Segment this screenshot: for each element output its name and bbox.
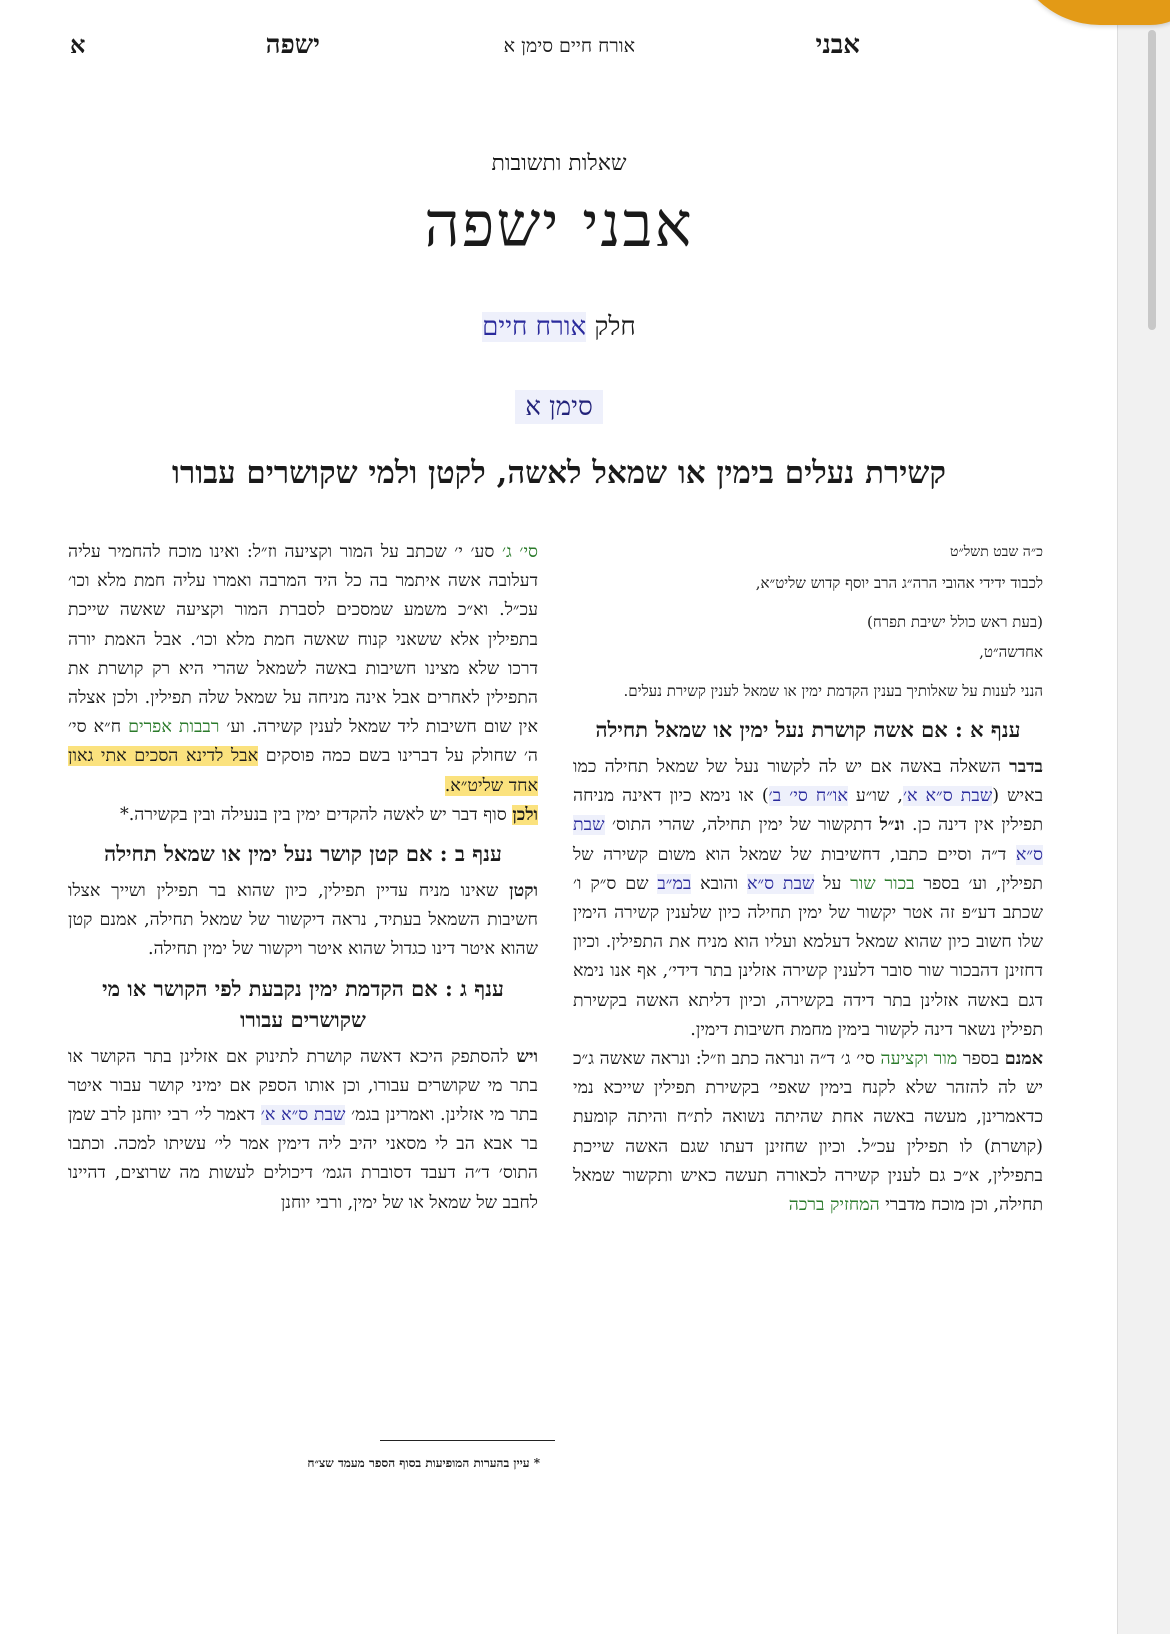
source-link[interactable]: מור וקציעה [880,1049,958,1070]
text-span: סע׳ י׳ שכתב על המור וקציעה וז״ל: ואינו מוכח להחמיר עליה דעלובה אשה איתמר בה כל היד המרבה ואמרו עליה חמת מלא וכו׳ עכ״ל. וא״כ משמע שמסכים לסברת המור וקציעה שאשה שייכת בתפילין אלא ששאני קנוח שאשה חמת מלא וכו׳. אבל האמת יורה דרכו שלא מצינו חשיבות באשה לשמאל שהרי היא רק קושרת את התפילין לאחרים אבל אינה מניחה על שמאל שלה תפילין. ולכן אצלה אין שום חשיבות ליד שמאל לענין קשירה. וע׳ [68,542,539,738]
running-head [60,30,860,66]
scrollbar[interactable] [1117,0,1170,1634]
text-span: ענף ג : אם הקדמת ימין נקבעת לפי הקושר או מי שקושרים עבורו [102,975,504,1032]
source-link[interactable]: שבת ס״א [746,873,815,894]
paragraph [573,677,1043,706]
title-block [0,150,1118,262]
section-heading [68,838,538,869]
text-span: בספר [957,1049,1005,1070]
paragraph [68,1043,538,1218]
running-head-title: ישפה [265,30,320,60]
footnote: * עיין בהערות המופיעות בסוף הספר מעמד שצ״ח [307,1456,540,1470]
text-span: והובא [691,873,747,894]
book-subtitle: שאלות ותשובות [491,151,627,176]
paragraph [573,608,1043,637]
source-link[interactable]: המחזיק ברכה [788,1195,880,1216]
paragraph [573,569,1043,598]
text-span: אמנם [1004,1049,1043,1070]
running-head-center: אורח חיים סימן א [503,35,635,57]
text-span: הנני לענות על שאלותיך בענין הקדמת ימין או שמאל לענין קשירת נעלים. [623,681,1043,700]
text-span: השאלה באשה אם יש לה לקשור נעל של שמאל תחילה כמו באיש ( [573,757,1044,807]
text-span: להסתפק היכא דאשה קושרת לתינוק אם אזלינן בתר הקושר או בתר מי שקושרים עבורו, וכן אותו הספק אם ימיני קושר עבור איטר בתר מי אזלינן. ואמרינן בגמ׳ [68,1046,538,1126]
text-span: ח״א סי׳ ה׳ שחולק על דברינו בשם כמה פוסקים [68,717,538,767]
subject-heading: קשירת נעלים בימין או שמאל לאשה, לקטן ולמי שקושרים עבורו [172,455,946,491]
spacer [573,667,1043,677]
source-link[interactable]: או״ח סי׳ ב׳ [768,786,848,807]
source-link[interactable]: רבבות אפרים [128,717,220,738]
text-span: סי׳ ג׳ ד״ה ונראה כתב וז״ל: ונראה שאשה ג״כ יש לה להזהר שלא לקנח בימין שאפי׳ בקשירת תפילין שייכא נמי כדאמרינן, מעשה באשה אחת שהיתה נשואה לת״ח והיתה קומעת (קושרת) לו תפילין עכ״ל. וכיון שחזינן דעתו שגם האשה שייכת בתפילין, א״כ גם לענין קשירה לכאורה תעשה כאיש ותקשור שמאל תחילה, וכן מוכח מדברי [573,1049,1043,1216]
text-span: ד״ה וסיים כתבו, דחשיבות של שמאל הוא משום קשירה של תפילין, וע׳ בספר [573,844,1043,894]
text-span: ענף א : אם אשה קושרת נעל ימין או שמאל תחילה [595,717,1021,743]
source-link[interactable]: במ״ב [657,873,692,894]
source-link[interactable]: סי׳ ג׳ [501,542,538,562]
text-span: דתקשור של ימין תחילה, שהרי התוס׳ [604,815,880,836]
text-span: אחדשה״ט, [979,642,1043,661]
paragraph [573,753,1043,1045]
part-name-link[interactable]: אורח חיים [482,312,587,342]
text-span: לכבוד ידידי אהובי הרה״ג הרב יוסף קדוש שליט״א, [755,574,1043,593]
text-span: (בעת ראש כולל ישיבת תפרח) [867,613,1043,632]
spacer [573,598,1043,608]
paragraph [573,638,1043,667]
text-span: שם ס״ק ו׳ שכתב דע״פ זה אטר יקשור של ימין תחילה כיון שלענין קשירה הימין שלו חשוב כיון שהוא שמאל דעלמא ועליו הוא מניח את התפילין. וכיון דחזינן דהבכור שור סובר דלענין קשירה אזלינן בתר דידי׳, אף אנו נימא דגם באשה אזלינן בתר דידה בקשירה, וכיון דליתא האשה בקשירת תפילין נשאר דינה לקשור בימין מחמת חשיבות דימין. [573,873,1043,1040]
paragraph [68,801,538,830]
text-span: כ״ה שבט תשל״ט [949,544,1043,560]
siman-link[interactable]: סימן א [515,390,603,424]
left-column [68,538,538,1218]
siman-heading [0,392,1118,422]
text-span: סוף דבר יש לאשה להקדים ימין בין בנעילה ובין בקשירה.* [119,804,513,825]
text-span: שאינו מניח עדיין תפילין, כיון שהוא בר תפילין ושייך אצלו חשיבות השמאל בעתיד, נראה דיקשור של שמאל תחילה, אמנם קטן שהוא איטר דינו כגדול שהוא איטר ויקשור של ימין תחילה. [68,881,538,960]
text-span: ונ״ל [879,815,905,836]
part-prefix: חלק [586,312,636,342]
section-heading [573,714,1043,745]
source-link[interactable]: שבת ס״א א׳ [260,1105,346,1126]
text-span: על [814,873,851,894]
text-span: , שו״ע [847,786,903,807]
highlighted-text: אבל לדינא הסכים אתי גאון אחד שליט״א. [68,746,538,796]
right-column [573,538,1043,1220]
page-number: א [70,30,86,59]
text-span: ) או נימא כיון דאינה מניחה תפילין אין דינה כן. [573,786,1043,836]
text-span: ענף ב : אם קטן קושר נעל ימין או שמאל תחילה [104,841,502,867]
highlighted-text: ולכן [512,804,538,825]
paragraph [573,538,1043,567]
section-heading [68,973,538,1035]
text-span: בדבר [1009,757,1043,778]
source-link[interactable]: שבת ס״א א׳ [902,786,993,807]
scrollbar-thumb[interactable] [1148,30,1156,330]
paragraph [573,1045,1043,1220]
part-heading [0,312,1118,342]
book-title: אבני ישפה [424,188,694,261]
running-head-right: אבני [815,30,860,60]
text-span: וקטן [509,881,538,902]
text-span: דאמר לי׳ רבי יוחנן לרב שמן בר אבא הב לי מסאני יהיב ליה דימין אמר לי׳ עשיתו למכה. וכתבו התוס׳ ד״ה דעבד דסוברת הגמ׳ דיכולים לעשות מה שרוצים, דהיינו לחבב של שמאל או של ימין, ורבי יוחנן [68,1105,538,1213]
footnote-divider [380,1440,555,1441]
text-span: ויש [516,1046,538,1067]
paragraph [68,538,538,801]
paragraph [68,877,538,965]
source-link[interactable]: שבת ס״א [573,815,1043,865]
source-link[interactable]: בכור שור [850,873,915,894]
